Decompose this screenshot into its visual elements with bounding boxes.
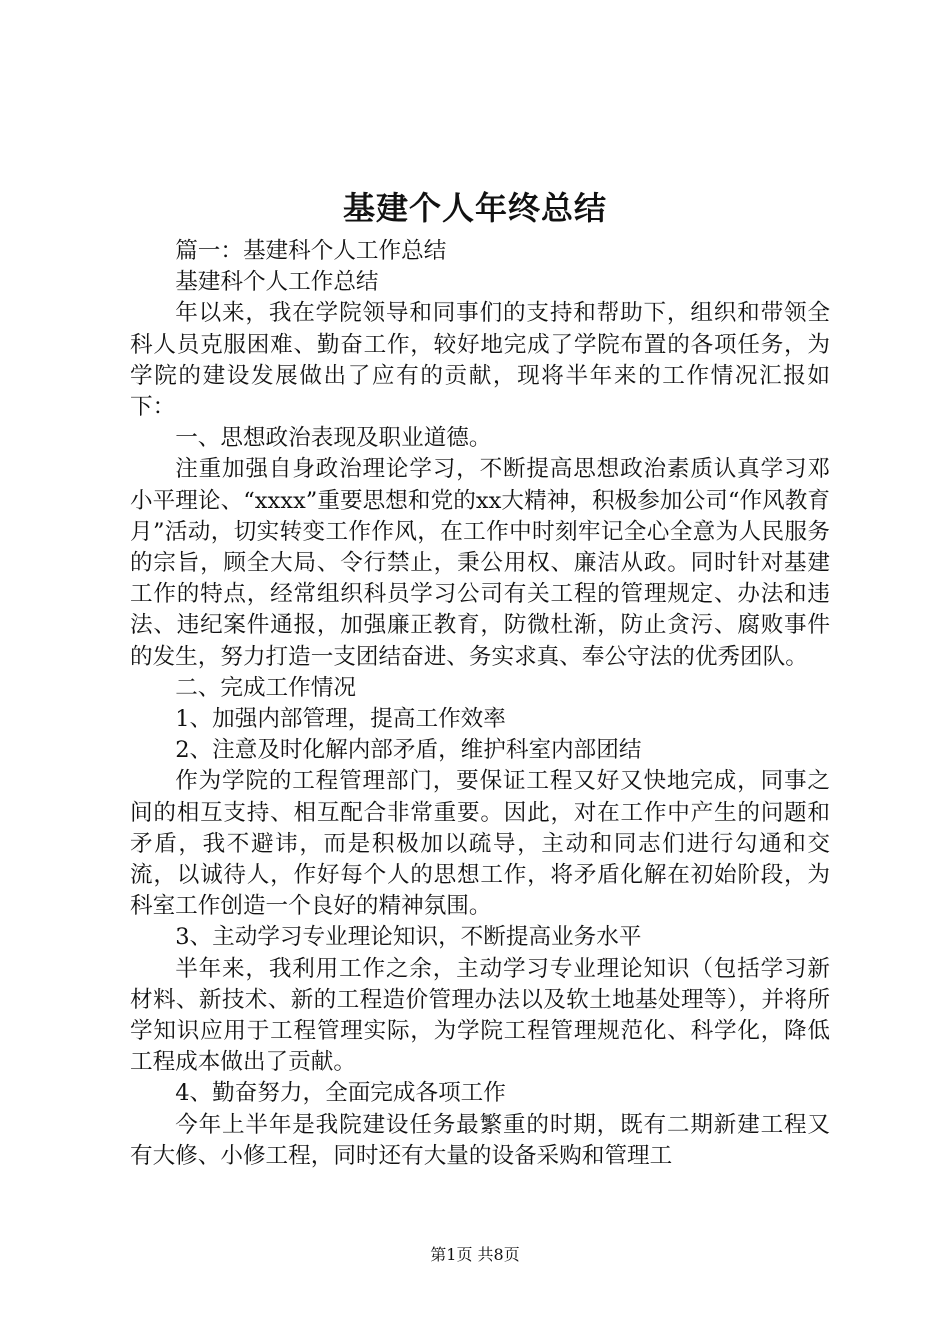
paragraph: 半年来，我利用工作之余，主动学习专业理论知识（包括学习新材料、新技术、新的工程造价管理办法以及软土地基处理等），并将所学知识应用于工程管理实际，为学院工程管理规范化、科学化，降低工程成本做出了贡献。 [130, 955, 830, 1076]
paragraph: 作为学院的工程管理部门，要保证工程又好又快地完成，同事之间的相互支持、相互配合非常重要。因此，对在工作中产生的问题和矛盾，我不避讳，而是积极加以疏导，主动和同志们进行勾通和交流，以诚待人，作好每个人的思想工作，将矛盾化解在初始阶段，为科室工作创造一个良好的精神氛围。 [130, 768, 830, 920]
paragraph: 篇一：基建科个人工作总结 [175, 238, 447, 264]
document-body [130, 236, 830, 1172]
paragraph: 一、思想政治表现及职业道德。 [175, 425, 492, 452]
paragraph: 年以来，我在学院领导和同事们的支持和帮助下，组织和带领全科人员克服困难、勤奋工作，较好地完成了学院布置的各项任务，为学院的建设发展做出了应有的贡献，现将半年来的工作情况汇报如下： [130, 300, 830, 421]
paragraph: 注重加强自身政治理论学习，不断提高思想政治素质认真学习邓小平理论、“xxxx”重要思想和党的xx大精神，积极参加公司“作风教育月”活动，切实转变工作作风，在工作中时刻牢记全心全意为人民服务的宗旨，顾全大局、令行禁止，秉公用权、廉洁从政。同时针对基建工作的特点，经常组织科员学习公司有关工程的管理规定、办法和违法、违纪案件通报，加强廉正教育，防微杜渐，防止贪污、腐败事件的发生，努力打造一支团结奋进、务实求真、奉公守法的优秀团队。 [130, 456, 830, 670]
paragraph: 基建科个人工作总结 [175, 269, 379, 296]
paragraph: 1、加强内部管理，提高工作效率 [175, 706, 506, 733]
paragraph: 今年上半年是我院建设任务最繁重的时期，既有二期新建工程又有大修、小修工程，同时还有大量的设备采购和管理工 [130, 1111, 830, 1169]
page-number-footer: 第1页 共8页 [430, 1245, 520, 1264]
paragraph: 4、勤奋努力，全面完成各项工作 [175, 1080, 506, 1107]
paragraph: 二、完成工作情况 [175, 674, 356, 701]
document-title: 基建个人年终总结 [342, 189, 607, 227]
paragraph: 3、主动学习专业理论知识，不断提高业务水平 [175, 924, 642, 951]
paragraph: 2、注意及时化解内部矛盾，维护科室内部团结 [175, 737, 642, 764]
